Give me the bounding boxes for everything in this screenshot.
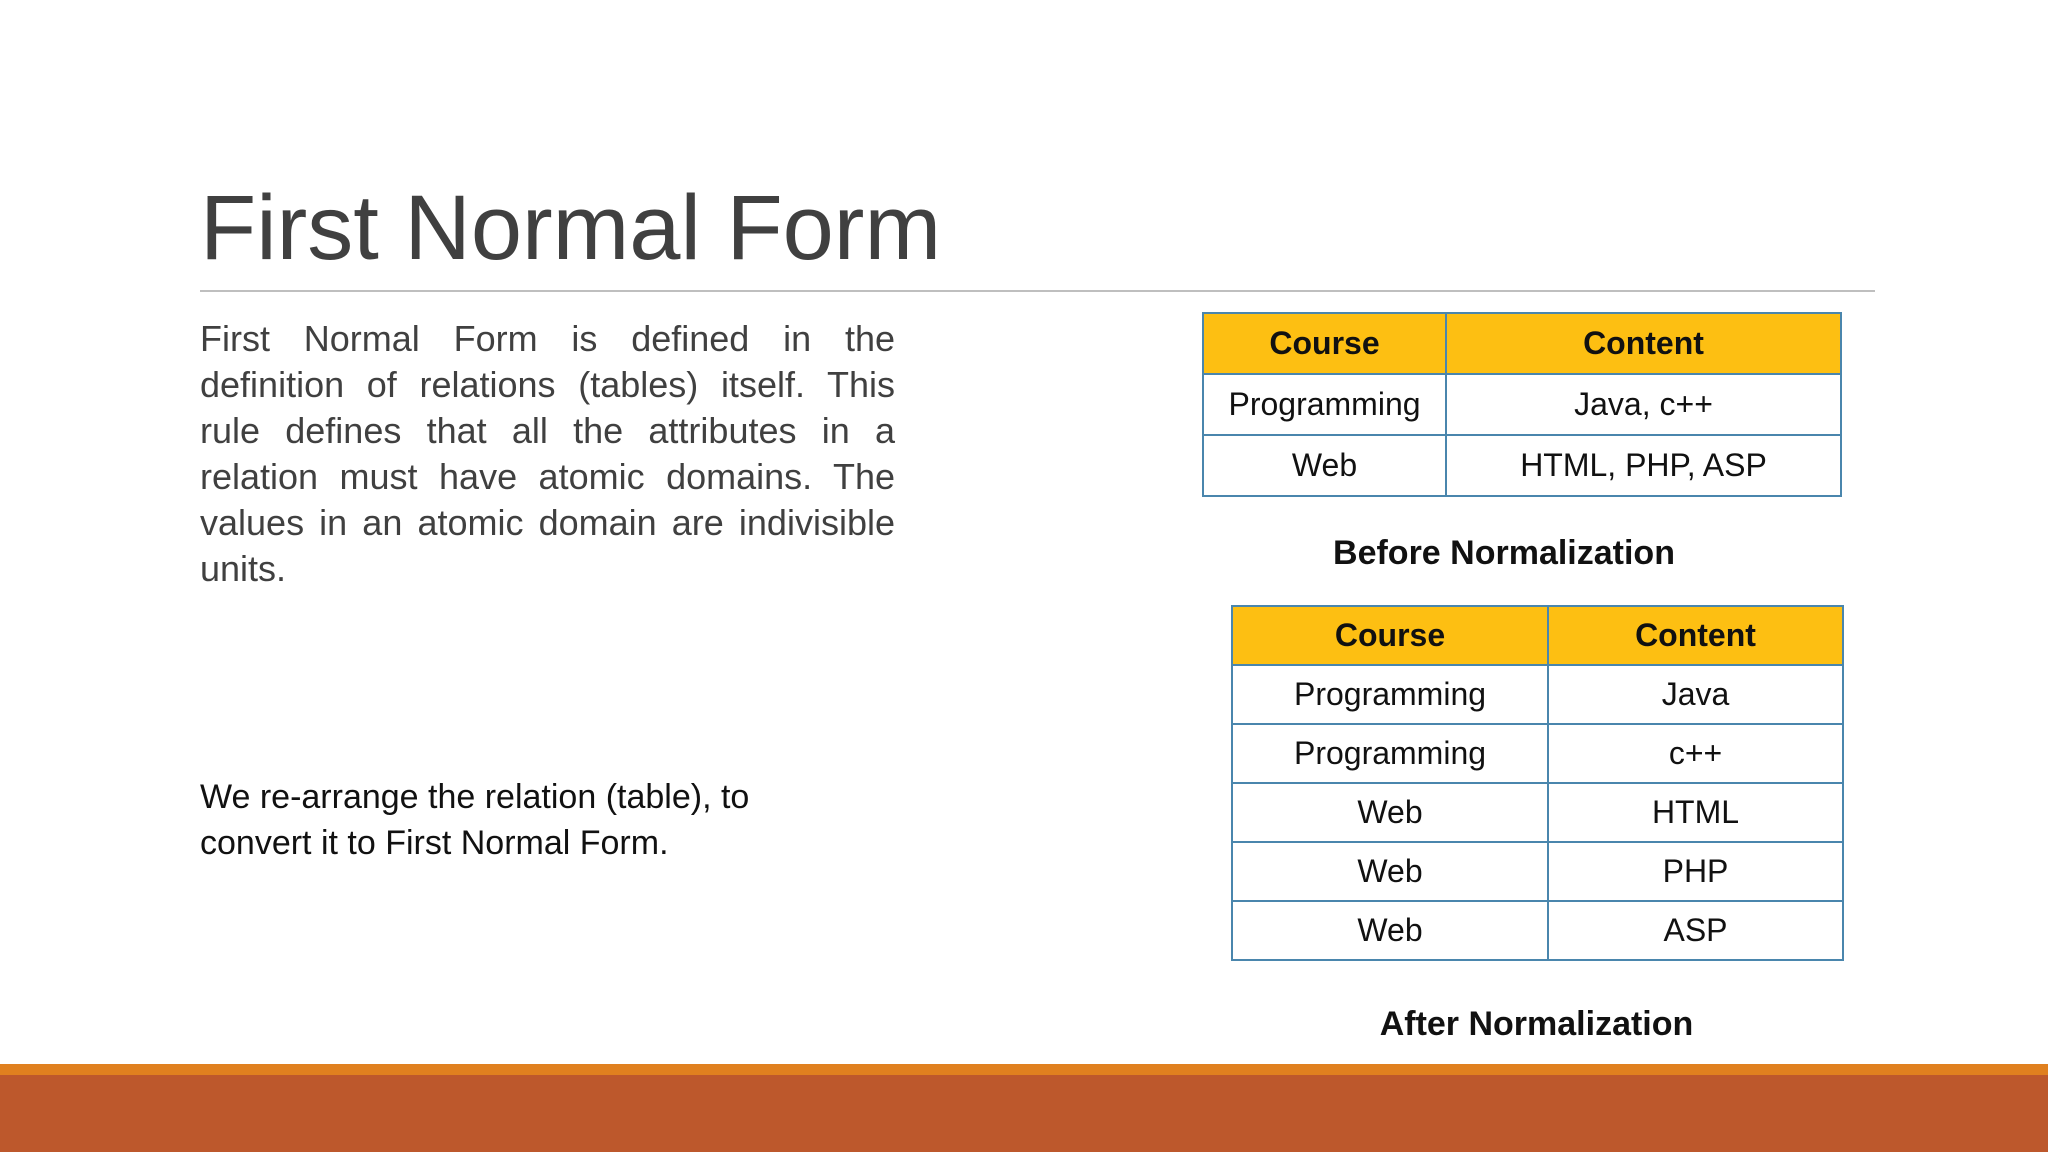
- cell-course: Programming: [1232, 665, 1548, 724]
- title-divider: [200, 290, 1875, 292]
- table-row: [1232, 724, 1843, 783]
- header-content: Content: [1446, 313, 1841, 374]
- cell-content: Java: [1548, 665, 1843, 724]
- header-content: Content: [1548, 606, 1843, 665]
- header-course: Course: [1232, 606, 1548, 665]
- slide-title: First Normal Form: [200, 177, 942, 279]
- footer-accent-stripe: [0, 1064, 2048, 1075]
- table-row: [1232, 842, 1843, 901]
- after-normalization-caption: After Normalization: [1379, 1005, 1694, 1043]
- cell-course: Web: [1232, 783, 1548, 842]
- header-course: Course: [1203, 313, 1446, 374]
- cell-content: PHP: [1548, 842, 1843, 901]
- table-header-row: [1232, 606, 1843, 665]
- table-header-row: [1203, 313, 1841, 374]
- table-row: [1232, 665, 1843, 724]
- footer-band: [0, 1075, 2048, 1152]
- definition-paragraph: First Normal Form is defined in the definition of relations (tables) itself. This rule defines that all the attributes in a relation must have atomic domains. The values in an atomic domain are indivisible units.: [200, 318, 895, 589]
- table-row: [1203, 435, 1841, 496]
- table-row: [1232, 901, 1843, 960]
- table-row: [1203, 374, 1841, 435]
- cell-content: ASP: [1548, 901, 1843, 960]
- before-normalization-table: [1202, 312, 1842, 497]
- cell-content: HTML, PHP, ASP: [1446, 435, 1841, 496]
- cell-content: Java, c++: [1446, 374, 1841, 435]
- rearrange-note: We re-arrange the relation (table), to convert it to First Normal Form.: [200, 778, 750, 862]
- before-normalization-caption: Before Normalization: [1333, 534, 1675, 572]
- cell-course: Programming: [1232, 724, 1548, 783]
- after-normalization-table: [1231, 605, 1844, 961]
- table-row: [1232, 783, 1843, 842]
- cell-course: Web: [1203, 435, 1446, 496]
- cell-content: HTML: [1548, 783, 1843, 842]
- cell-content: c++: [1548, 724, 1843, 783]
- cell-course: Web: [1232, 901, 1548, 960]
- cell-course: Web: [1232, 842, 1548, 901]
- cell-course: Programming: [1203, 374, 1446, 435]
